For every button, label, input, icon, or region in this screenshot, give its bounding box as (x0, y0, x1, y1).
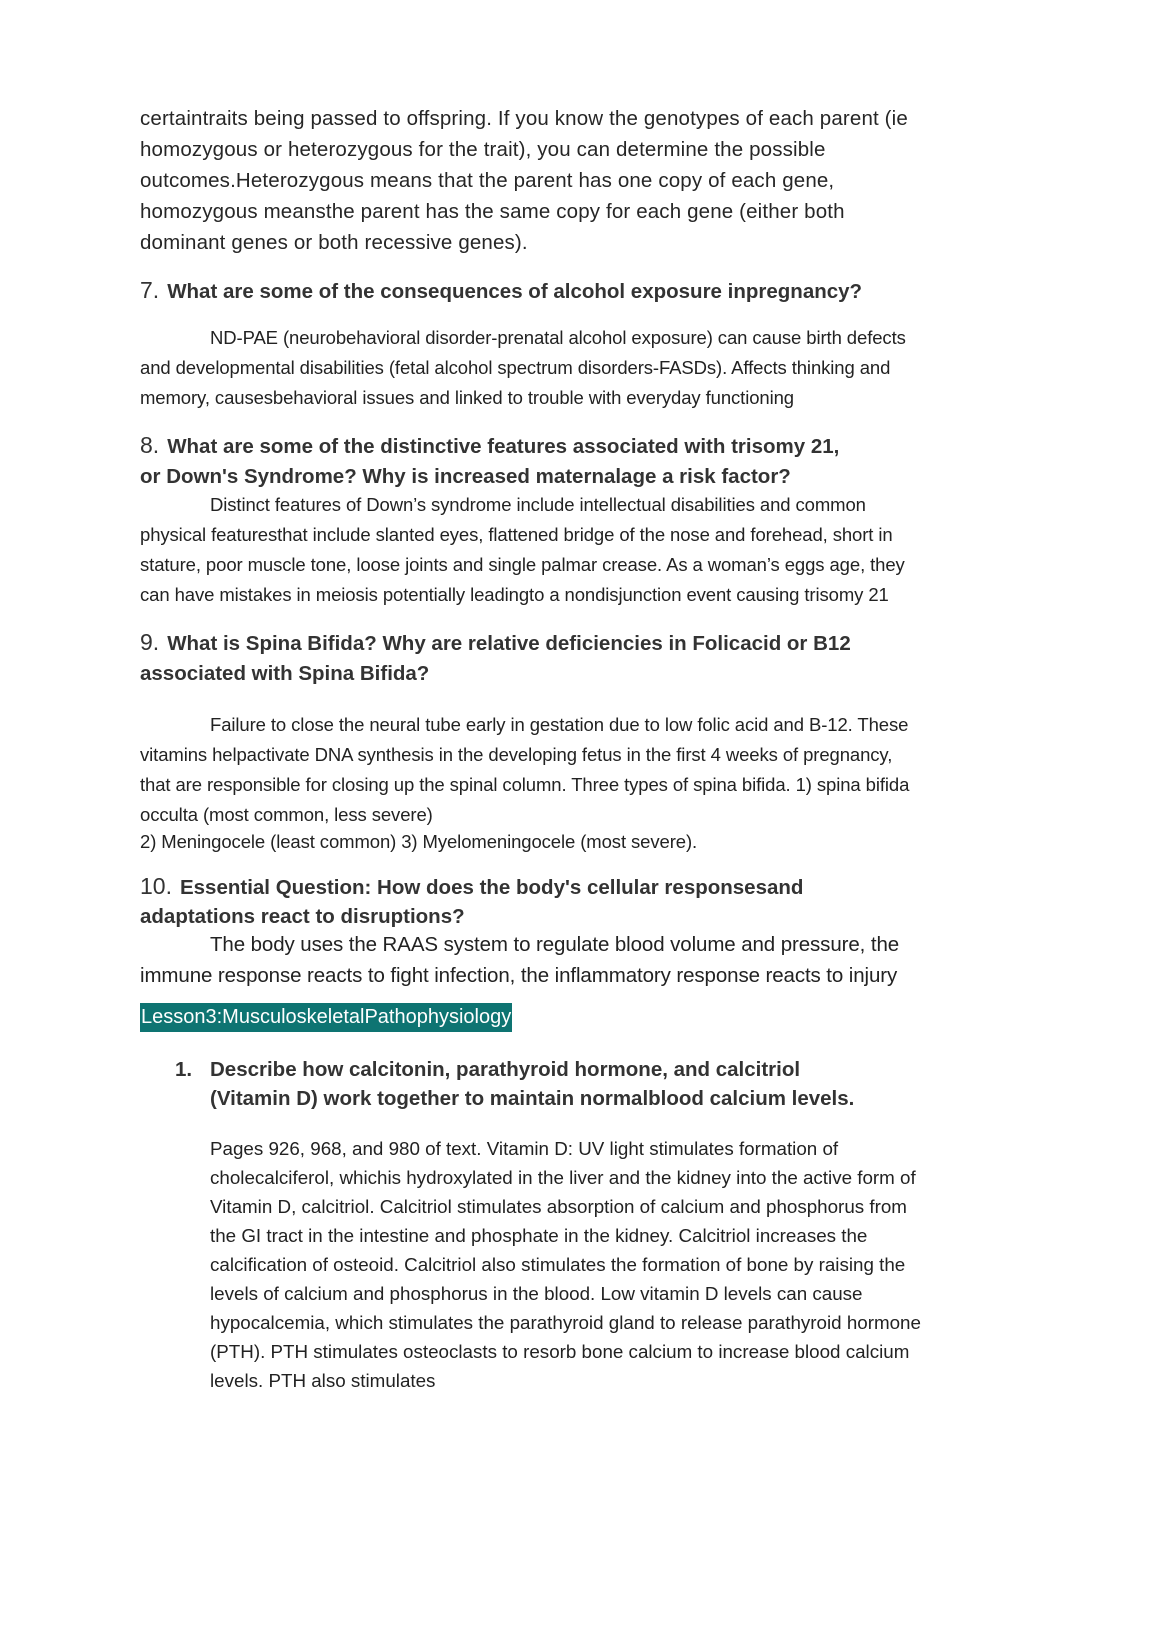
answer-line: and developmental disabilities (fetal alcohol spectrum disorders-FASDs). Affects thinking and (140, 357, 891, 378)
question-text: or Down's Syndrome? Why is increased maternalage a risk factor? (140, 465, 791, 488)
question-text: What is Spina Bifida? Why are relative deficiencies in Folicacid or B12 (167, 632, 851, 655)
answer-line: cholecalciferol, whichis hydroxylated in the liver and the kidney into the active form of (210, 1167, 916, 1188)
answer-line: Vitamin D, calcitriol. Calcitriol stimulates absorption of calcium and phosphorus from (210, 1196, 907, 1217)
question-number: 1. (175, 1058, 193, 1081)
intro-line: homozygous or heterozygous for the trait), you can determine the possible (140, 138, 826, 161)
answer-line: hypocalcemia, which stimulates the parathyroid gland to release parathyroid hormone (210, 1312, 921, 1333)
question-number: 7. (140, 277, 160, 303)
question-number: 10. (140, 873, 172, 899)
question-text: Essential Question: How does the body's cellular responsesand (179, 876, 804, 899)
question-10-heading (140, 872, 803, 931)
intro-line: homozygous meansthe parent has the same copy for each gene (either both (140, 200, 845, 223)
intro-line: certaintraits being passed to offspring. If you know the genotypes of each parent (ie (140, 107, 908, 130)
question-text: adaptations react to disruptions? (140, 905, 465, 928)
answer-line: immune response reacts to fight infection, the inflammatory response reacts to injury (140, 964, 898, 987)
question-number: 9. (140, 629, 160, 655)
answer-line: stature, poor muscle tone, loose joints and single palmar crease. As a woman’s eggs age, they (140, 554, 905, 575)
intro-paragraph (140, 103, 1020, 258)
lesson-3-heading: Lesson3:MusculoskeletalPathophysiology (140, 1003, 512, 1032)
answer-7 (140, 323, 906, 413)
answer-line: levels. PTH also stimulates (210, 1370, 436, 1391)
answer-8 (140, 490, 905, 610)
lesson-3-answer-1 (210, 1134, 921, 1395)
question-text: associated with Spina Bifida? (140, 662, 430, 685)
question-7-heading (140, 275, 862, 307)
question-text: What are some of the consequences of alcohol exposure inpregnancy? (167, 280, 863, 303)
answer-9 (140, 710, 909, 857)
answer-line: ND-PAE (neurobehavioral disorder-prenatal alcohol exposure) can cause birth defects (210, 327, 906, 348)
answer-line: the GI tract in the intestine and phosphate in the kidney. Calcitriol increases the (210, 1225, 868, 1246)
question-number: 8. (140, 432, 160, 458)
answer-line: 2) Meningocele (least common) 3) Myelomeningocele (most severe). (140, 831, 698, 852)
question-text: Describe how calcitonin, parathyroid hormone, and calcitriol (210, 1058, 801, 1081)
answer-line: calcification of osteoid. Calcitriol also stimulates the formation of bone by raising the (210, 1254, 906, 1275)
answer-line: Failure to close the neural tube early in gestation due to low folic acid and B-12. These (210, 714, 909, 735)
answer-line: can have mistakes in meiosis potentially leadingto a nondisjunction event causing trisomy 21 (140, 584, 889, 605)
answer-line: occulta (most common, less severe) (140, 804, 433, 825)
answer-line: physical featuresthat include slanted eyes, flattened bridge of the nose and forehead, short in (140, 524, 893, 545)
intro-line: outcomes.Heterozygous means that the parent has one copy of each gene, (140, 169, 835, 192)
answer-line: that are responsible for closing up the spinal column. Three types of spina bifida. 1) spina bifida (140, 774, 910, 795)
answer-line: The body uses the RAAS system to regulate blood volume and pressure, the (210, 933, 900, 956)
question-9-heading (140, 627, 851, 689)
answer-line: Distinct features of Down’s syndrome include intellectual disabilities and common (210, 494, 866, 515)
answer-line: (PTH). PTH stimulates osteoclasts to resorb bone calcium to increase blood calcium (210, 1341, 910, 1362)
question-text: (Vitamin D) work together to maintain normalblood calcium levels. (210, 1087, 855, 1110)
question-8-heading (140, 430, 839, 492)
intro-line: dominant genes or both recessive genes). (140, 231, 528, 254)
answer-line: memory, causesbehavioral issues and linked to trouble with everyday functioning (140, 387, 794, 408)
question-text: What are some of the distinctive features associated with trisomy 21, (167, 435, 840, 458)
answer-10 (140, 929, 899, 991)
answer-line: Pages 926, 968, and 980 of text. Vitamin D: UV light stimulates formation of (210, 1138, 839, 1159)
answer-line: levels of calcium and phosphorus in the blood. Low vitamin D levels can cause (210, 1283, 863, 1304)
answer-line: vitamins helpactivate DNA synthesis in the developing fetus in the first 4 weeks of pregnancy, (140, 744, 893, 765)
